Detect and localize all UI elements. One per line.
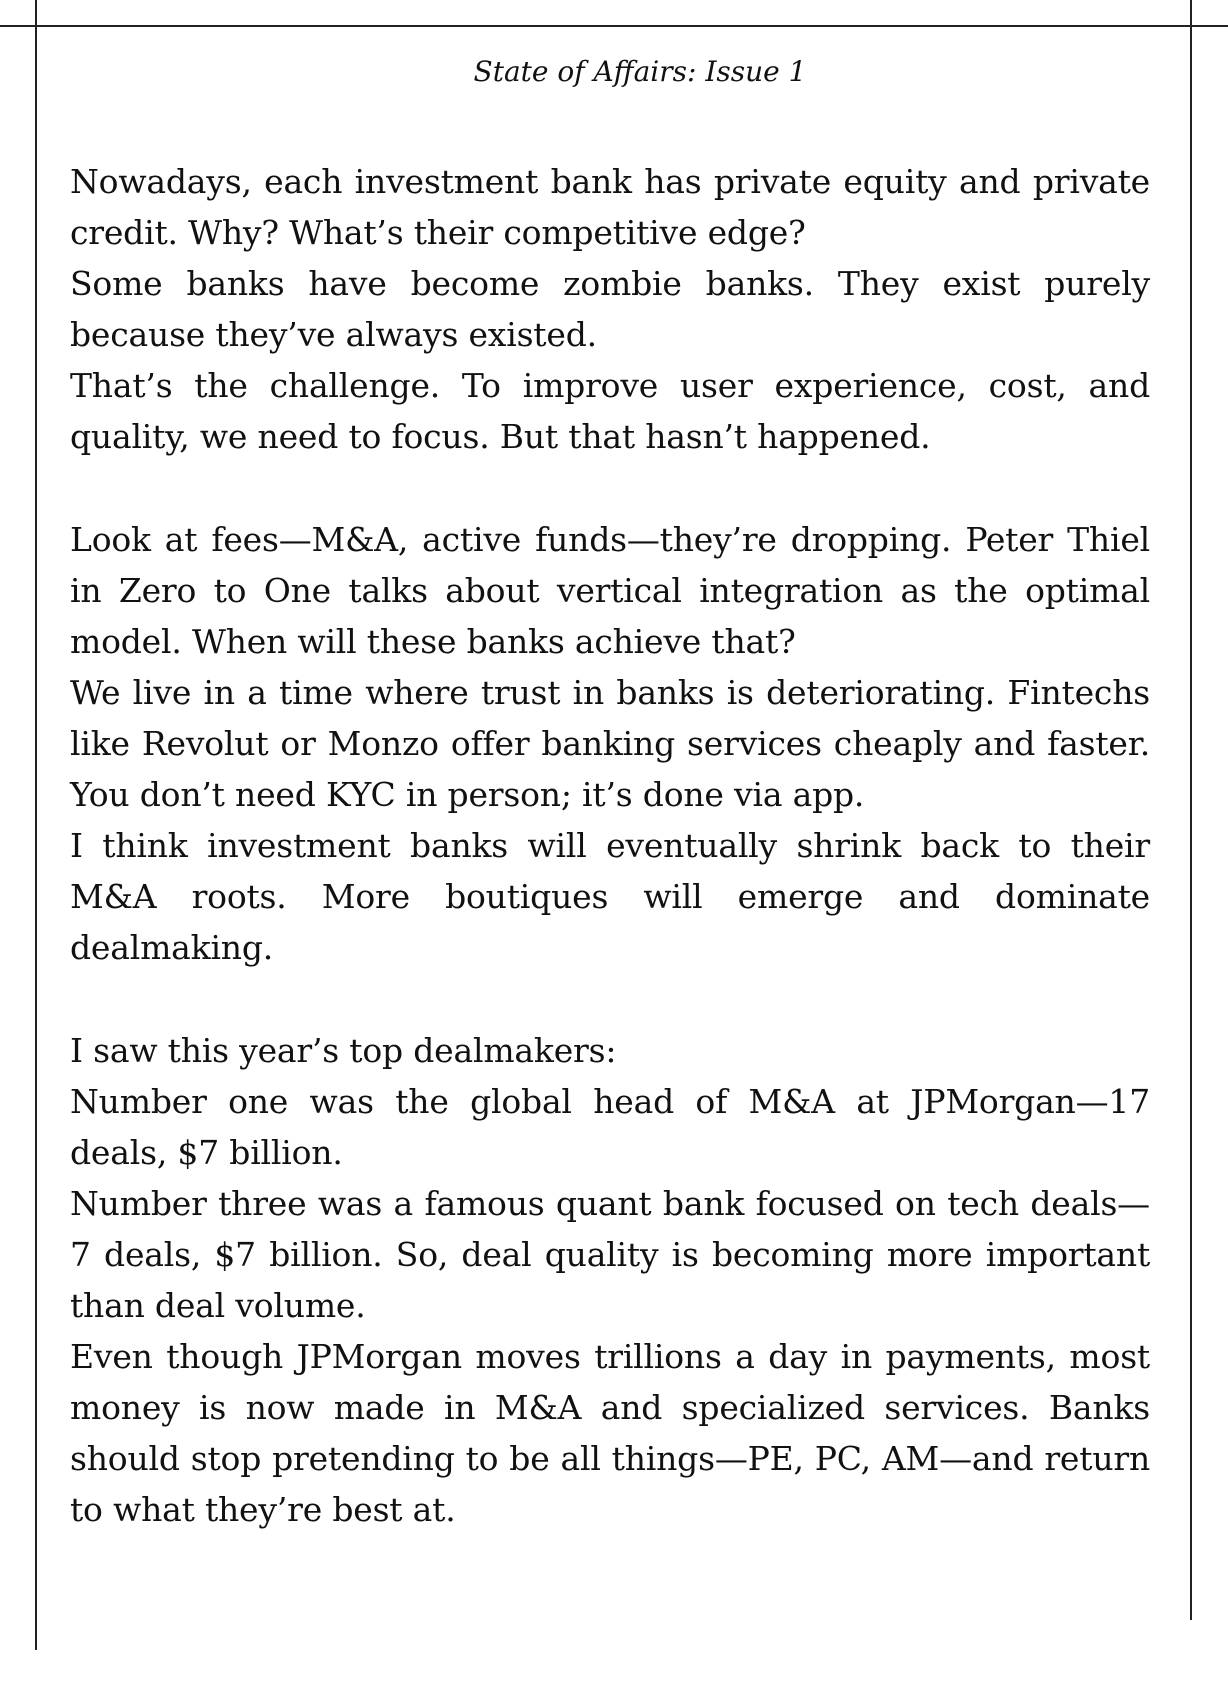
section-2 — [70, 514, 1150, 973]
left-border-line — [35, 0, 37, 1650]
paragraph: We live in a time where trust in banks is deteriorating. Fintechs like Revolut or Monzo offer banking services cheaply and faster. You don’t need KYC in person; it’s done via app. — [70, 673, 1150, 814]
paragraph: I saw this year’s top dealmakers: — [70, 1031, 617, 1070]
paragraph: I think investment banks will eventually shrink back to their M&A roots. More boutiques will emerge and dominate dealmaking. — [70, 826, 1150, 967]
paragraph: Nowadays, each investment bank has private equity and private credit. Why? What’s their competitive edge? — [70, 162, 1150, 252]
section-1 — [70, 156, 1150, 462]
right-border-line — [1190, 0, 1192, 1620]
paragraph: Even though JPMorgan moves trillions a day in payments, most money is now made in M&A and specialized services. Banks should stop pretending to be all things—PE, PC, AM—and return to what they’re best at. — [70, 1337, 1150, 1529]
paragraph: That’s the challenge. To improve user experience, cost, and quality, we need to focus. But that hasn’t happened. — [70, 366, 1150, 456]
top-border-line — [0, 25, 1228, 27]
paragraph: Some banks have become zombie banks. They exist purely because they’ve always existed. — [70, 264, 1150, 354]
paragraph: Number three was a famous quant bank focused on tech deals—7 deals, $7 billion. So, deal quality is becoming more important than deal volume. — [70, 1184, 1150, 1325]
document-page — [70, 48, 1150, 1587]
paragraph: Look at fees—M&A, active funds—they’re dropping. Peter Thiel in Zero to One talks about vertical integration as the optimal model. When will these banks achieve that? — [70, 520, 1150, 661]
section-3 — [70, 1025, 1150, 1535]
document-title: State of Affairs: Issue 1 — [473, 55, 807, 88]
paragraph: Number one was the global head of M&A at JPMorgan—17 deals, $7 billion. — [70, 1082, 1150, 1172]
